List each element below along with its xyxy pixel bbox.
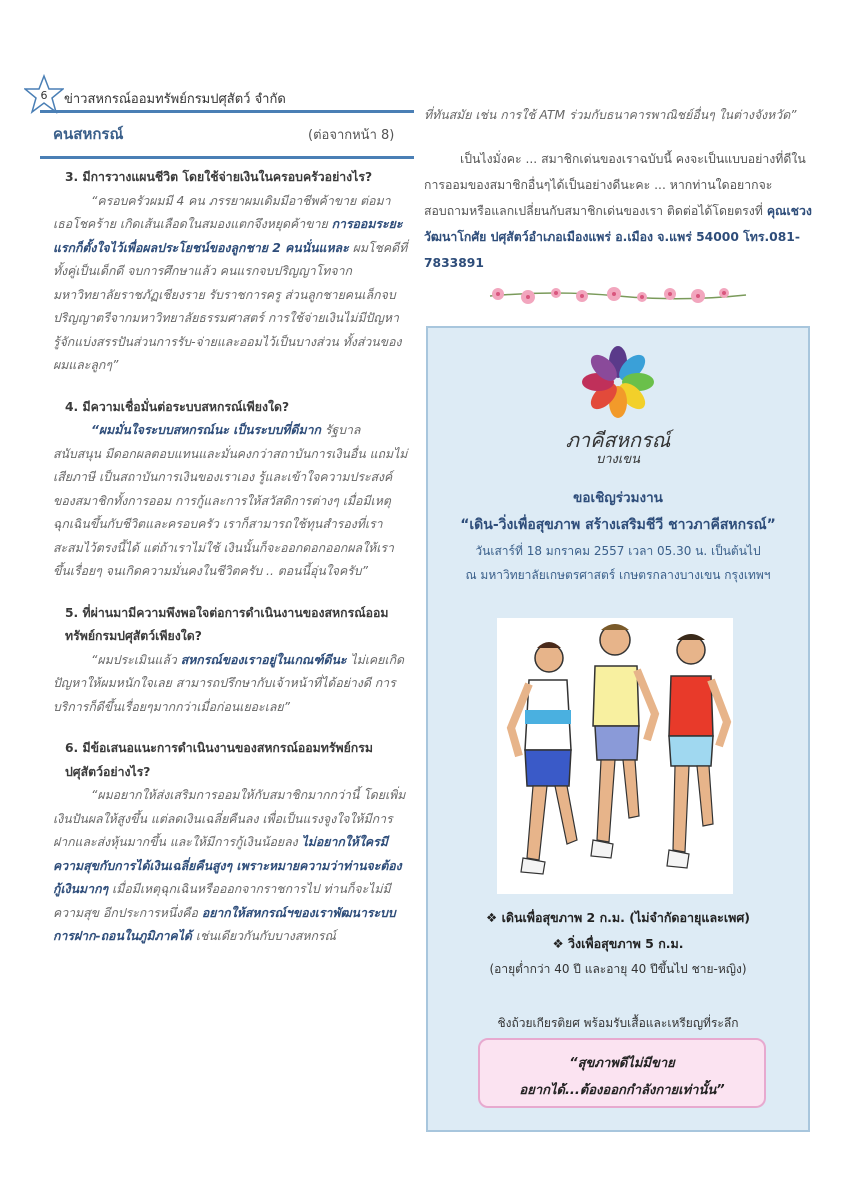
walk-item: ❖ เดินเพื่อสุขภาพ 2 ก.ม. (ไม่จำกัดอายุและเพศ) [486, 910, 750, 925]
continued-note: (ต่อจากหน้า 8) [308, 128, 395, 143]
answer-5: “ผมประเมินแล้ว สหกรณ์ของเราอยู่ในเกณฑ์ดีนะ ไม่เคยเกิดปัญหาให้ผมหนักใจเลย สามารถปรึกษากับเจ้าหน้าที่ได้อย่างดี การบริการก็ดีขึ้นเรื่อยๆมากกว่าเมื่อก่อนเยอะเลย” [53, 652, 404, 714]
page-number: 6 [40, 89, 48, 102]
slogan-box [478, 1038, 766, 1108]
header-divider [40, 110, 414, 113]
slogan-line-2: อยากได้...ต้องออกกำลังกายเท่านั้น” [519, 1083, 725, 1098]
star-icon [24, 74, 64, 114]
answer-3: “ครอบครัวผมมี 4 คน ภรรยาผมเดิมมีอาชีพค้าขาย ต่อมาเธอโชคร้าย เกิดเส้นเลือดในสมองแตกจึงหยุดค้าขาย การออมระยะแรกก็ตั้งใจไว้เพื่อผลประโยชน์ของลูกชาย 2 คนนั่นแหละ ผมโชคดีที่ทั้งคู่เป็นเด็กดี จบการศึกษาแล้ว คนแรกจบปริญญาโทจากมหาวิทยาลัยราชภัฏเชียงราย รับราชการครู ส่วนลูกชายคนเล็กจบปริญญาตรีจากมหาวิทยาลัยธรรมศาสตร์ การใช้จ่ายเงินไม่มีปัญหา รู้จักแบ่งสรรปันส่วนการรับ-จ่ายและออมไว้เป็นบางส่วน ทั้งส่วนของผมและลูกๆ” [53, 193, 408, 372]
question-4: 4. มีความเชื่อมั่นต่อระบบสหกรณ์เพียงใด? [65, 399, 290, 414]
section-divider [40, 156, 414, 159]
question-3: 3. มีการวางแผนชีวิต โดยใช้จ่ายเงินในครอบครัวอย่างไร? [65, 170, 373, 184]
section-title: คนสหกรณ์ [53, 125, 124, 143]
continued-quote: ที่ทันสมัย เช่น การใช้ ATM ร่วมกับธนาคารพาณิชย์อื่นๆ ในต่างจังหวัด” [424, 108, 797, 122]
bullet-icon: ❖ [552, 936, 564, 951]
event-box [426, 326, 810, 1132]
runners-illustration-icon [497, 618, 733, 894]
left-column [53, 166, 408, 949]
event-name: “เดิน-วิ่งเพื่อสุขภาพ สร้างเสริมชีวี ชาวภาคีสหกรณ์” [460, 517, 776, 533]
bullet-icon: ❖ [486, 910, 498, 925]
question-6: 6. มีข้อเสนอแนะการดำเนินงานของสหกรณ์ออมทรัพย์กรมปศุสัตว์อย่างไร? [65, 741, 373, 779]
answer-6: “ผมอยากให้ส่งเสริมการออมให้กับสมาชิกมากกว่านี้ โดยเพิ่มเงินปันผลให้สูงขึ้น แต่ลดเงินเฉลี่ยคืนลง เพื่อเป็นแรงจูงใจให้มีการฝากและส่งหุ้นมากขึ้น และให้มีการกู้เงินน้อยลง ไม่อยากให้ใครมีความสุขกับการได้เงินเฉลี่ยคืนสูงๆ เพราะหมายความว่าท่านจะต้องกู้เงินมากๆ เมื่อมีเหตุฉุกเฉินหรือออกจากราชการไป ท่านก็จะไม่มีความสุข อีกประการหนึ่งคือ อยากให้สหกรณ์ฯของเราพัฒนาระบบการฝาก-ถอนในภูมิภาคได้ เช่นเดียวกันกับบางสหกรณ์ [53, 788, 406, 943]
question-5: 5. ที่ผ่านมามีความพึงพอใจต่อการดำเนินงานของสหกรณ์ออมทรัพย์กรมปศุสัตว์เพียงใด? [65, 605, 389, 643]
contact-paragraph: เป็นไงมั่งคะ ... สมาชิกเด่นของเราฉบับนี้ คงจะเป็นแบบอย่างที่ดีในการออมของสมาชิกอื่นๆได้เป็นอย่างดีนะคะ ... หากท่านใดอยากจะสอบถามหรือแลกเปลี่ยนกับสมาชิกเด่นของเรา ติดต่อได้โดยตรงที่ คุณเชวง วัฒนาโกศัย ปศุสัตว์อำเภอเมืองแพร่ อ.เมือง จ.แพร่ 54000 โทร.081-7833891 [424, 152, 812, 270]
cooperative-logo-icon [578, 342, 658, 422]
logo-text: ภาคีสหกรณ์ [565, 428, 671, 452]
answer-4: “ผมมั่นใจระบบสหกรณ์นะ เป็นระบบที่ดีมาก รัฐบาลสนับสนุน มีดอกผลตอบแทนและมั่นคงกว่าสถาบันการเงินอื่น แถมไม่เสียภาษี เป็นสถาบันการเงินของเราเอง รู้และเข้าใจความประสงค์ของสมาชิกทั้งการออม การกู้และการให้สวัสดิการต่างๆ เมื่อมีเหตุฉุกเฉินขึ้นกับชีวิตและครอบครัว เราก็สามารถใช้ทุนสำรองที่เราสะสมไว้ตรงนี้ได้ แต่ถ้าเราไม่ใช้ เงินนั้นก็จะออกดอกออกผลให้เราขึ้นเรื่อยๆ จนเกิดความมั่นคงในชีวิตครับ .. ตอนนี้อุ่นใจครับ” [53, 423, 408, 578]
event-date: วันเสาร์ที่ 18 มกราคม 2557 เวลา 05.30 น. เป็นต้นไป [475, 544, 761, 558]
newsletter-title: ข่าวสหกรณ์ออมทรัพย์กรมปศุสัตว์ จำกัด [64, 92, 286, 107]
slogan-line-1: “สุขภาพดีไม่มีขาย [569, 1056, 675, 1071]
invite-title: ขอเชิญร่วมงาน [573, 490, 663, 506]
prize-note: ชิงถ้วยเกียรติยศ พร้อมรับเสื้อและเหรียญที่ระลึก [497, 1016, 739, 1030]
event-venue: ณ มหาวิทยาลัยเกษตรศาสตร์ เกษตรกลางบางเขน กรุงเทพฯ [465, 568, 771, 582]
run-item: ❖ วิ่งเพื่อสุขภาพ 5 ก.ม. [552, 936, 684, 951]
logo-subtext: บางเขน [595, 452, 641, 467]
flower-divider-icon [486, 282, 750, 308]
age-note: (อายุต่ำกว่า 40 ปี และอายุ 40 ปีขึ้นไป ชาย-หญิง) [489, 962, 747, 976]
